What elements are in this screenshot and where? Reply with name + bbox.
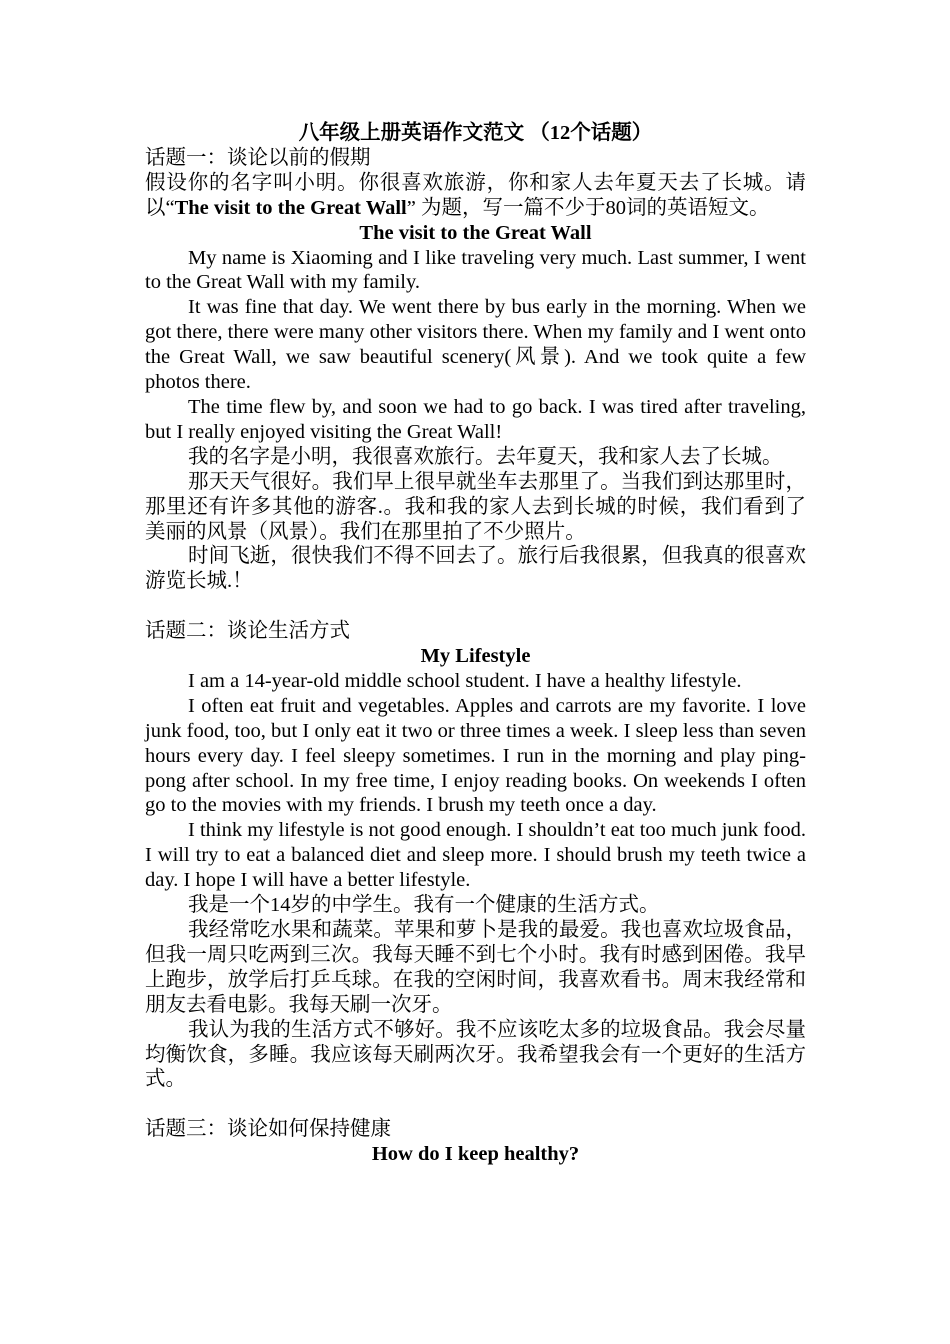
topic1-label: 话题一：谈论以前的假期 xyxy=(145,146,371,169)
topic1-paragraph: My name is Xiaoming and I like traveling very much. Last summer, I went to the Great Wall with my family. xyxy=(145,246,806,294)
topic2-paragraph: I often eat fruit and vegetables. Apples and carrots are my favorite. I love junk food, too, but I only eat it two or three times a week. I sleep less than seven hours every day. I feel sleepy sometimes. I run in the morning and play ping-pong after school. In my free time, I enjoy reading books. On weekends I often go to the movies with my friends. I brush my teeth once a day. xyxy=(145,694,806,817)
document-title: 八年级上册英语作文范文 （12个话题） xyxy=(298,122,653,144)
topic1-heading: The visit to the Great Wall xyxy=(359,221,592,244)
topic1-paragraph: It was fine that day. We went there by bus early in the morning. When we got there, there were many other visitors there. When my family and I went onto the Great Wall, we saw beautiful scenery(风景). And we took quite a few photos there. xyxy=(145,296,806,394)
topic2-heading: My Lifestyle xyxy=(420,645,531,668)
topic2-label: 话题二：谈论生活方式 xyxy=(145,620,350,643)
topic1-paragraph: 那天天气很好。我们早上很早就坐车去那里了。当我们到达那里时，那里还有许多其他的游客.。我和我的家人去到长城的时候，我们看到了美丽的风景（风景）。我们在那里拍了不少照片。 xyxy=(145,470,806,543)
topic3-heading: How do I keep healthy? xyxy=(371,1143,580,1166)
topic2-paragraph: I am a 14-year-old middle school student. I have a healthy lifestyle. xyxy=(188,669,742,692)
topic1-paragraph: 我的名字是小明，我很喜欢旅行。去年夏天，我和家人去了长城。 xyxy=(188,445,783,468)
topic1-prompt-text-a: 假设你的名字叫小明。你很喜欢旅游，你和家人去年夏天去了长城。请以“ xyxy=(145,171,806,219)
topic2-paragraph: 我经常吃水果和蔬菜。苹果和萝卜是我的最爱。我也喜欢垃圾食品，但我一周只吃两到三次。我每天睡不到七个小时。我有时感到困倦。我早上跑步，放学后打乒乓球。在我的空闲时间，我喜欢看书。周末我经常和朋友去看电影。我每天刷一次牙。 xyxy=(145,918,806,1016)
topic1-paragraph: The time flew by, and soon we had to go back. I was tired after traveling, but I really enjoyed visiting the Great Wall! xyxy=(145,395,806,443)
topic2-paragraph: 我是一个14岁的中学生。我有一个健康的生活方式。 xyxy=(188,894,660,917)
topic1-prompt xyxy=(145,171,806,221)
topic1-paragraph: 时间飞逝，很快我们不得不回去了。旅行后我很累，但我真的很喜欢游览长城.！ xyxy=(145,545,806,593)
topic1-prompt-text-b: ” 为题，写一篇不少于80词的英语短文。 xyxy=(406,196,770,219)
topic2-paragraph: 我认为我的生活方式不够好。我不应该吃太多的垃圾食品。我会尽量均衡饮食，多睡。我应该每天刷两次牙。我希望我会有一个更好的生活方式。 xyxy=(145,1018,806,1091)
blank-line xyxy=(145,1092,806,1117)
blank-line xyxy=(145,594,806,619)
topic3-label: 话题三：谈论如何保持健康 xyxy=(145,1118,391,1141)
topic2-paragraph: I think my lifestyle is not good enough. I shouldn’t eat too much junk food. I will try to eat a balanced diet and sleep more. I should brush my teeth twice a day. I hope I will have a better lifestyle. xyxy=(145,819,806,892)
topic1-prompt-title: The visit to the Great Wall xyxy=(174,196,407,219)
document-page xyxy=(145,121,806,1167)
